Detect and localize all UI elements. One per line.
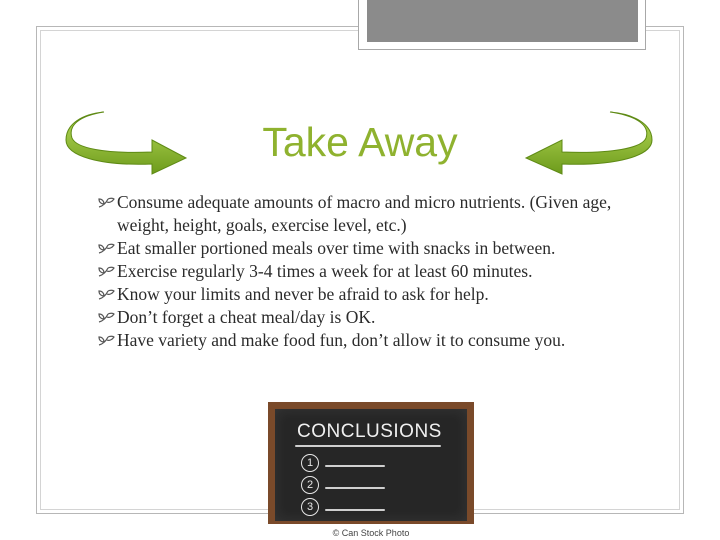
bullet-text: Have variety and make food fun, don’t allow it to consume you. [117,330,566,350]
sprout-leaf-icon [98,243,115,254]
top-photo [367,0,638,42]
sprout-leaf-icon [98,266,115,277]
list-item [98,283,618,306]
list-item [98,329,618,352]
sprout-leaf-icon [98,289,115,300]
image-credit: © Can Stock Photo [332,528,410,538]
bullet-text: Consume adequate amounts of macro and micro nutrients. (Given age, weight, height, goals, exercise level, etc.) [117,192,612,235]
conclusions-chalkboard-image [268,402,474,540]
chalk-line [325,465,385,467]
chalk-line [325,509,385,511]
chalk-line [325,487,385,489]
sprout-leaf-icon [98,197,115,208]
chalk-number: 3 [301,498,319,516]
chalk-number: 1 [301,454,319,472]
slide-title: Take Away [262,119,458,165]
bullet-text: Don’t forget a cheat meal/day is OK. [117,307,376,327]
bullet-text: Eat smaller portioned meals over time with snacks in between. [117,238,556,258]
list-item [98,306,618,329]
chalkboard [275,409,467,521]
list-item [98,191,618,237]
list-item [98,260,618,283]
curved-arrow-right-icon [64,104,190,176]
curved-arrow-left-icon [518,104,654,176]
sprout-leaf-icon [98,312,115,323]
sprout-leaf-icon [98,335,115,346]
bullet-text: Exercise regularly 3-4 times a week for at least 60 minutes. [117,261,533,281]
list-item [98,237,618,260]
chalk-underline [295,445,441,447]
chalk-number: 2 [301,476,319,494]
chalkboard-heading: CONCLUSIONS [297,421,442,442]
bullet-text: Know your limits and never be afraid to ask for help. [117,284,489,304]
takeaway-list [98,191,618,352]
